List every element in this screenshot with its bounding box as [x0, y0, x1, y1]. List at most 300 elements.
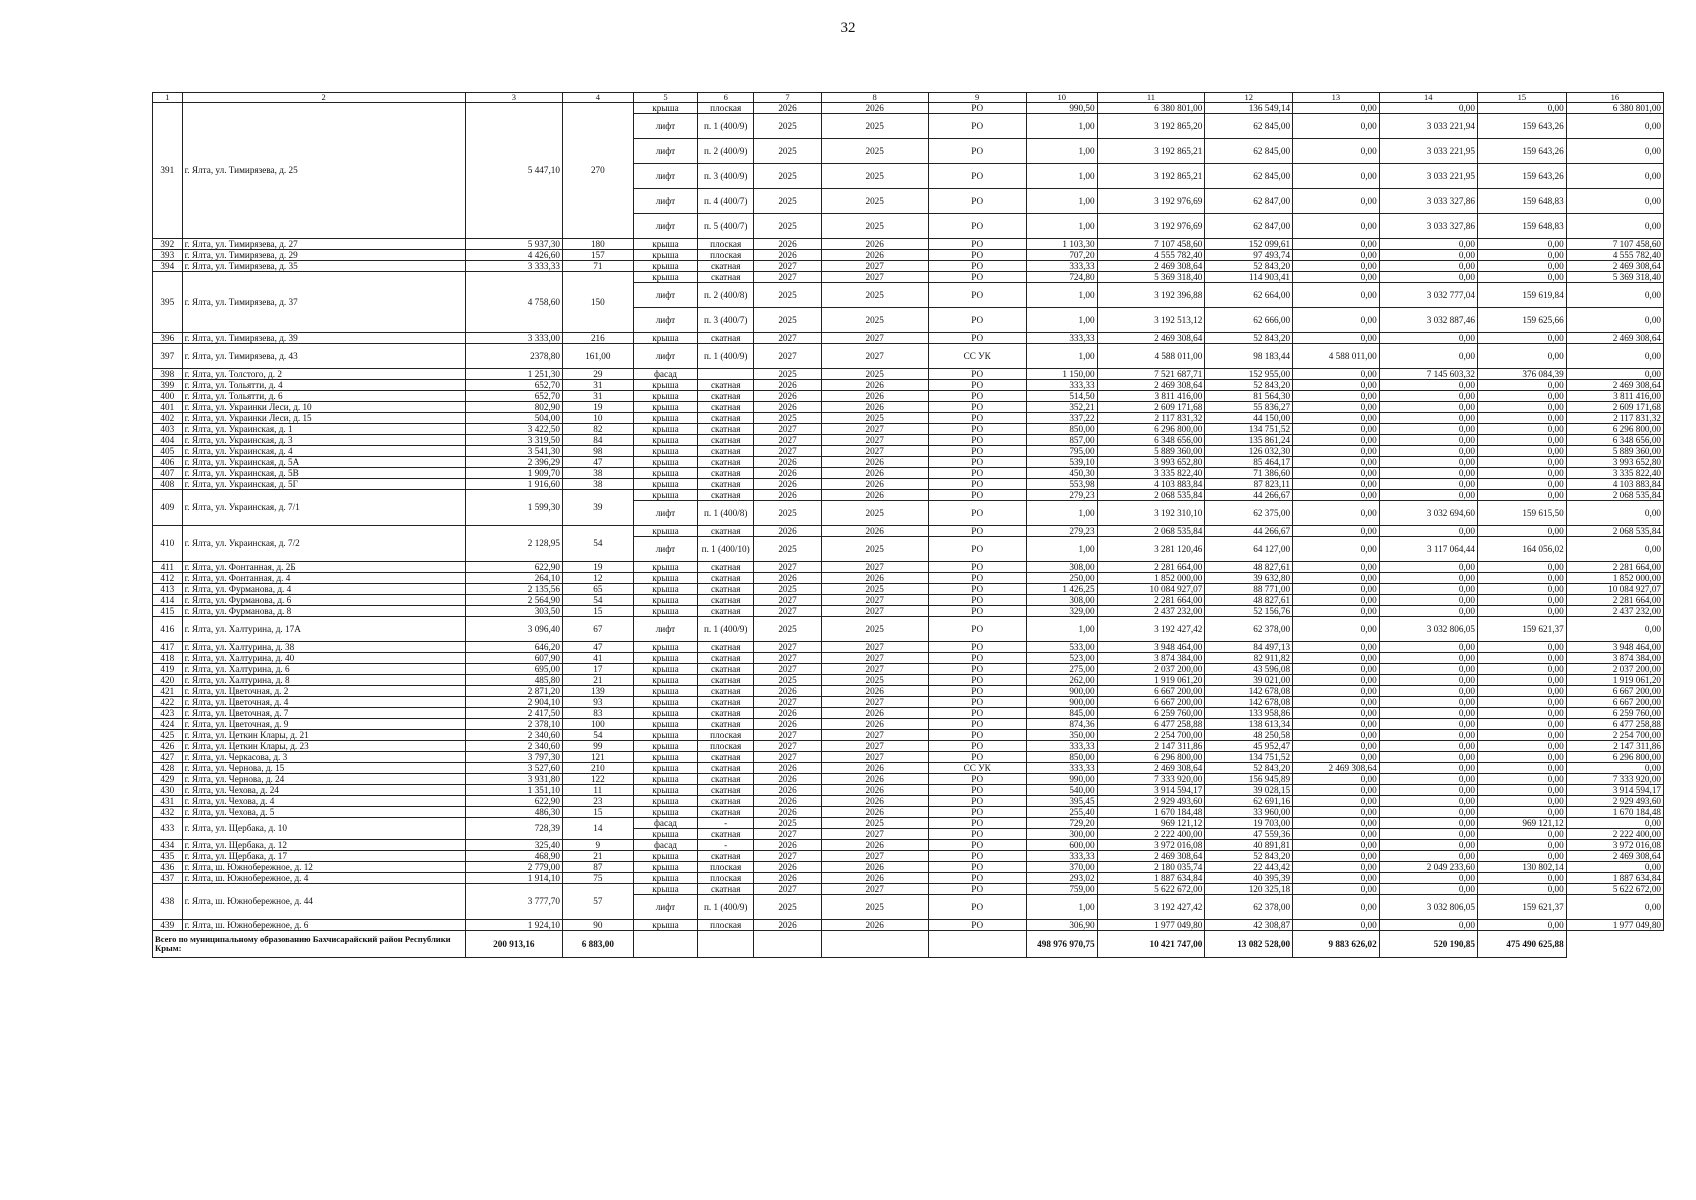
residents-count: 157	[562, 250, 633, 261]
fund-method: РО	[928, 214, 1026, 239]
owner-funds: 0,00	[1293, 501, 1380, 526]
work-volume: 539,10	[1026, 457, 1097, 468]
table-row	[153, 730, 1664, 741]
plan-year-start: 2027	[754, 606, 822, 617]
building-address: г. Ялта, ул. Фонтанная, д. 2Б	[182, 562, 465, 573]
fund-method: РО	[928, 333, 1026, 344]
building-address: г. Ялта, ул. Цветочная, д. 4	[182, 697, 465, 708]
work-detail: скатная	[698, 413, 754, 424]
unit-cost: 52 843,20	[1205, 261, 1293, 272]
regional-funds: 159 643,26	[1477, 114, 1566, 139]
total-row	[153, 931, 1664, 958]
plan-year-end: 2026	[821, 840, 928, 851]
owner-funds: 0,00	[1293, 807, 1380, 818]
total-cost: 3 874 384,00	[1097, 653, 1205, 664]
plan-year-end: 2027	[821, 642, 928, 653]
regional-funds: 969 121,12	[1477, 818, 1566, 829]
total-cost: 3 335 822,40	[1097, 468, 1205, 479]
work-volume: 850,00	[1026, 752, 1097, 763]
federal-funds: 0,00	[1379, 526, 1477, 537]
fund-funds: 2 469 308,64	[1566, 261, 1663, 272]
regional-funds: 0,00	[1477, 785, 1566, 796]
plan-year-start: 2026	[754, 468, 822, 479]
work-volume: 293,02	[1026, 873, 1097, 884]
fund-funds: 6 667 200,00	[1566, 686, 1663, 697]
unit-cost: 87 823,11	[1205, 479, 1293, 490]
residents-count: 47	[562, 457, 633, 468]
plan-year-start: 2027	[754, 435, 822, 446]
fund-method: РО	[928, 719, 1026, 730]
plan-year-start: 2027	[754, 261, 822, 272]
unit-cost: 134 751,52	[1205, 424, 1293, 435]
residents-count: 19	[562, 562, 633, 573]
work-detail: плоская	[698, 730, 754, 741]
building-area: 3 797,30	[465, 752, 562, 763]
plan-year-start: 2026	[754, 719, 822, 730]
plan-year-end: 2026	[821, 807, 928, 818]
unit-cost: 62 845,00	[1205, 114, 1293, 139]
residents-count: 84	[562, 435, 633, 446]
plan-year-start: 2027	[754, 752, 822, 763]
plan-year-end: 2027	[821, 595, 928, 606]
building-area: 325,40	[465, 840, 562, 851]
fund-funds: 4 555 782,40	[1566, 250, 1663, 261]
plan-year-end: 2027	[821, 435, 928, 446]
total-cost: 3 972 016,08	[1097, 840, 1205, 851]
total-cost: 10 084 927,07	[1097, 584, 1205, 595]
fund-method: РО	[928, 457, 1026, 468]
row-number: 404	[153, 435, 183, 446]
work-type: крыша	[633, 642, 697, 653]
federal-funds: 0,00	[1379, 653, 1477, 664]
unit-cost: 42 308,87	[1205, 920, 1293, 931]
fund-method: РО	[928, 741, 1026, 752]
fund-funds: 2 929 493,60	[1566, 796, 1663, 807]
building-address: г. Ялта, ул. Халтурина, д. 38	[182, 642, 465, 653]
plan-year-end: 2027	[821, 741, 928, 752]
total-cost: 6 296 800,00	[1097, 752, 1205, 763]
work-type: лифт	[633, 139, 697, 164]
fund-method: РО	[928, 862, 1026, 873]
fund-funds: 5 889 360,00	[1566, 446, 1663, 457]
fund-method: РО	[928, 796, 1026, 807]
fund-funds: 0,00	[1566, 862, 1663, 873]
plan-year-start: 2026	[754, 796, 822, 807]
table-row	[153, 468, 1664, 479]
plan-year-start: 2025	[754, 501, 822, 526]
unit-cost: 136 549,14	[1205, 103, 1293, 114]
owner-funds: 0,00	[1293, 139, 1380, 164]
regional-funds: 0,00	[1477, 873, 1566, 884]
residents-count: 38	[562, 468, 633, 479]
fund-method: РО	[928, 413, 1026, 424]
row-number: 405	[153, 446, 183, 457]
fund-method: РО	[928, 664, 1026, 675]
residents-count: 122	[562, 774, 633, 785]
residents-count: 21	[562, 675, 633, 686]
federal-funds: 0,00	[1379, 606, 1477, 617]
fund-funds: 0,00	[1566, 369, 1663, 380]
owner-funds: 0,00	[1293, 595, 1380, 606]
work-type: лифт	[633, 189, 697, 214]
building-address: г. Ялта, ул. Щербака, д. 12	[182, 840, 465, 851]
building-address: г. Ялта, ул. Украинки Леси, д. 15	[182, 413, 465, 424]
work-volume: 900,00	[1026, 686, 1097, 697]
owner-funds: 0,00	[1293, 895, 1380, 920]
work-detail: скатная	[698, 490, 754, 501]
owner-funds: 0,00	[1293, 526, 1380, 537]
building-area: 2 417,50	[465, 708, 562, 719]
fund-method: РО	[928, 686, 1026, 697]
residents-count: 15	[562, 807, 633, 818]
federal-funds: 0,00	[1379, 333, 1477, 344]
plan-year-start: 2026	[754, 920, 822, 931]
plan-year-start: 2025	[754, 283, 822, 308]
work-type: крыша	[633, 402, 697, 413]
plan-year-start: 2025	[754, 675, 822, 686]
building-area: 3 319,50	[465, 435, 562, 446]
building-address: г. Ялта, ул. Украинская, д. 7/2	[182, 526, 465, 562]
plan-year-end: 2026	[821, 774, 928, 785]
regional-funds: 159 643,26	[1477, 139, 1566, 164]
building-area: 3 333,33	[465, 261, 562, 272]
regional-funds: 0,00	[1477, 719, 1566, 730]
owner-funds: 0,00	[1293, 413, 1380, 424]
building-area: 1 909,70	[465, 468, 562, 479]
work-type: лифт	[633, 344, 697, 369]
federal-funds: 0,00	[1379, 424, 1477, 435]
federal-funds: 0,00	[1379, 344, 1477, 369]
work-volume: 1,00	[1026, 283, 1097, 308]
work-type: лифт	[633, 501, 697, 526]
fund-method: РО	[928, 730, 1026, 741]
fund-method: РО	[928, 189, 1026, 214]
building-area: 3 096,40	[465, 617, 562, 642]
unit-cost: 44 266,67	[1205, 490, 1293, 501]
building-address: г. Ялта, ул. Цветочная, д. 7	[182, 708, 465, 719]
total-cost: 3 192 310,10	[1097, 501, 1205, 526]
work-volume: 533,00	[1026, 642, 1097, 653]
owner-funds: 0,00	[1293, 103, 1380, 114]
residents-count: 67	[562, 617, 633, 642]
work-type: крыша	[633, 261, 697, 272]
plan-year-end: 2025	[821, 895, 928, 920]
work-detail: скатная	[698, 479, 754, 490]
regional-funds: 159 621,37	[1477, 617, 1566, 642]
total-cost: 7 107 458,60	[1097, 239, 1205, 250]
owner-funds: 0,00	[1293, 333, 1380, 344]
federal-funds: 0,00	[1379, 457, 1477, 468]
work-volume: 395,45	[1026, 796, 1097, 807]
owner-funds: 0,00	[1293, 272, 1380, 283]
plan-year-end: 2027	[821, 851, 928, 862]
federal-funds: 3 033 327,86	[1379, 189, 1477, 214]
federal-funds: 0,00	[1379, 920, 1477, 931]
fund-funds: 6 667 200,00	[1566, 697, 1663, 708]
regional-funds: 376 084,39	[1477, 369, 1566, 380]
federal-funds: 0,00	[1379, 675, 1477, 686]
table-row	[153, 344, 1664, 369]
work-type: лифт	[633, 537, 697, 562]
unit-cost: 134 751,52	[1205, 752, 1293, 763]
fund-funds: 2 281 664,00	[1566, 562, 1663, 573]
row-number: 435	[153, 851, 183, 862]
row-number: 419	[153, 664, 183, 675]
plan-year-start: 2026	[754, 873, 822, 884]
unit-cost: 62 845,00	[1205, 164, 1293, 189]
federal-funds: 0,00	[1379, 818, 1477, 829]
regional-funds: 0,00	[1477, 697, 1566, 708]
building-area: 607,90	[465, 653, 562, 664]
fund-method: РО	[928, 920, 1026, 931]
work-detail: скатная	[698, 606, 754, 617]
plan-year-end: 2026	[821, 785, 928, 796]
total-cost: 2 469 308,64	[1097, 380, 1205, 391]
row-number: 431	[153, 796, 183, 807]
building-address: г. Ялта, ул. Щербака, д. 17	[182, 851, 465, 862]
table-row	[153, 391, 1664, 402]
total-cost: 2 180 035,74	[1097, 862, 1205, 873]
building-address: г. Ялта, ул. Тольятти, д. 4	[182, 380, 465, 391]
plan-year-end: 2026	[821, 873, 928, 884]
table-row	[153, 763, 1664, 774]
owner-funds: 0,00	[1293, 537, 1380, 562]
plan-year-end: 2025	[821, 139, 928, 164]
residents-count: 180	[562, 239, 633, 250]
row-number: 399	[153, 380, 183, 391]
residents-count: 90	[562, 920, 633, 931]
work-type: крыша	[633, 862, 697, 873]
work-type: крыша	[633, 413, 697, 424]
row-number: 436	[153, 862, 183, 873]
work-type: крыша	[633, 526, 697, 537]
unit-cost: 156 945,89	[1205, 774, 1293, 785]
building-area: 1 251,30	[465, 369, 562, 380]
column-number-header: 15	[1477, 93, 1566, 103]
column-numbers-row	[153, 93, 1664, 103]
table-row	[153, 595, 1664, 606]
building-area: 2378,80	[465, 344, 562, 369]
residents-count: 19	[562, 402, 633, 413]
building-area: 2 564,90	[465, 595, 562, 606]
unit-cost: 44 266,67	[1205, 526, 1293, 537]
owner-funds: 0,00	[1293, 308, 1380, 333]
work-type: крыша	[633, 606, 697, 617]
total-empty-cell	[821, 931, 928, 958]
owner-funds: 0,00	[1293, 664, 1380, 675]
fund-funds: 2 222 400,00	[1566, 829, 1663, 840]
unit-cost: 52 843,20	[1205, 763, 1293, 774]
work-volume: 333,33	[1026, 851, 1097, 862]
building-area: 622,90	[465, 562, 562, 573]
federal-funds: 0,00	[1379, 479, 1477, 490]
table-row	[153, 103, 1664, 114]
owner-funds: 0,00	[1293, 283, 1380, 308]
regional-funds: 0,00	[1477, 664, 1566, 675]
work-type: крыша	[633, 686, 697, 697]
table-row	[153, 617, 1664, 642]
regional-funds: 0,00	[1477, 686, 1566, 697]
building-address: г. Ялта, ул. Толстого, д. 2	[182, 369, 465, 380]
work-type: крыша	[633, 873, 697, 884]
total-owner-funds: 13 082 528,00	[1205, 931, 1293, 958]
federal-funds: 0,00	[1379, 807, 1477, 818]
building-address: г. Ялта, ул. Чехова, д. 24	[182, 785, 465, 796]
total-cost: 2 929 493,60	[1097, 796, 1205, 807]
work-type: крыша	[633, 708, 697, 719]
table-row	[153, 369, 1664, 380]
regional-funds: 159 648,83	[1477, 214, 1566, 239]
regional-funds: 0,00	[1477, 333, 1566, 344]
plan-year-end: 2026	[821, 526, 928, 537]
federal-funds: 0,00	[1379, 752, 1477, 763]
row-number: 416	[153, 617, 183, 642]
total-cost: 1 919 061,20	[1097, 675, 1205, 686]
total-cost: 6 667 200,00	[1097, 686, 1205, 697]
plan-year-start: 2027	[754, 446, 822, 457]
federal-funds: 0,00	[1379, 468, 1477, 479]
building-area: 1 916,60	[465, 479, 562, 490]
building-area: 652,70	[465, 391, 562, 402]
row-number: 391	[153, 103, 183, 239]
building-address: г. Ялта, ш. Южнобережное, д. 12	[182, 862, 465, 873]
work-detail: скатная	[698, 719, 754, 730]
unit-cost: 71 386,60	[1205, 468, 1293, 479]
row-number: 417	[153, 642, 183, 653]
unit-cost: 52 843,20	[1205, 333, 1293, 344]
building-area: 3 333,00	[465, 333, 562, 344]
building-area: 2 340,60	[465, 730, 562, 741]
unit-cost: 48 827,61	[1205, 562, 1293, 573]
total-cost: 6 477 258,88	[1097, 719, 1205, 730]
row-number: 425	[153, 730, 183, 741]
regional-funds: 159 625,66	[1477, 308, 1566, 333]
work-detail: скатная	[698, 435, 754, 446]
fund-method: РО	[928, 675, 1026, 686]
table-row	[153, 446, 1664, 457]
fund-funds: 0,00	[1566, 344, 1663, 369]
plan-year-start: 2026	[754, 785, 822, 796]
work-type: крыша	[633, 272, 697, 283]
residents-count: 38	[562, 479, 633, 490]
fund-method: РО	[928, 468, 1026, 479]
work-type: крыша	[633, 584, 697, 595]
federal-funds: 0,00	[1379, 573, 1477, 584]
total-cost: 969 121,12	[1097, 818, 1205, 829]
fund-funds: 2 068 535,84	[1566, 526, 1663, 537]
work-detail: -	[698, 840, 754, 851]
residents-count: 57	[562, 884, 633, 920]
building-address: г. Ялта, ул. Тимирязева, д. 35	[182, 261, 465, 272]
row-number: 432	[153, 807, 183, 818]
row-number: 410	[153, 526, 183, 562]
unit-cost: 52 843,20	[1205, 851, 1293, 862]
table-row	[153, 642, 1664, 653]
residents-count: 11	[562, 785, 633, 796]
unit-cost: 39 632,80	[1205, 573, 1293, 584]
fund-method: РО	[928, 479, 1026, 490]
building-area: 1 914,10	[465, 873, 562, 884]
work-type: лифт	[633, 617, 697, 642]
work-volume: 795,00	[1026, 446, 1097, 457]
plan-year-end: 2027	[821, 261, 928, 272]
total-cost: 4 588 011,00	[1097, 344, 1205, 369]
fund-method: РО	[928, 697, 1026, 708]
total-cost: 5 369 318,40	[1097, 272, 1205, 283]
work-detail: плоская	[698, 920, 754, 931]
residents-count: 10	[562, 413, 633, 424]
fund-method: РО	[928, 818, 1026, 829]
work-type: крыша	[633, 653, 697, 664]
column-number-header: 6	[698, 93, 754, 103]
plan-year-end: 2025	[821, 537, 928, 562]
regional-funds: 0,00	[1477, 763, 1566, 774]
work-volume: 900,00	[1026, 697, 1097, 708]
fund-method: РО	[928, 380, 1026, 391]
table-row	[153, 261, 1664, 272]
plan-year-end: 2027	[821, 562, 928, 573]
federal-funds: 0,00	[1379, 829, 1477, 840]
table-row	[153, 774, 1664, 785]
work-volume: 279,23	[1026, 490, 1097, 501]
plan-year-start: 2027	[754, 653, 822, 664]
column-number-header: 7	[754, 93, 822, 103]
work-type: фасад	[633, 369, 697, 380]
work-type: крыша	[633, 741, 697, 752]
plan-year-start: 2027	[754, 664, 822, 675]
owner-funds: 0,00	[1293, 884, 1380, 895]
total-cost: 3 811 416,00	[1097, 391, 1205, 402]
federal-funds: 0,00	[1379, 103, 1477, 114]
row-number: 439	[153, 920, 183, 931]
fund-funds: 6 380 801,00	[1566, 103, 1663, 114]
regional-funds: 0,00	[1477, 479, 1566, 490]
plan-year-start: 2026	[754, 774, 822, 785]
building-address: г. Ялта, ул. Тимирязева, д. 29	[182, 250, 465, 261]
federal-funds: 0,00	[1379, 796, 1477, 807]
building-address: г. Ялта, ул. Чехова, д. 4	[182, 796, 465, 807]
table-row	[153, 250, 1664, 261]
owner-funds: 0,00	[1293, 573, 1380, 584]
work-volume: 857,00	[1026, 435, 1097, 446]
owner-funds: 0,00	[1293, 730, 1380, 741]
row-number: 426	[153, 741, 183, 752]
fund-method: РО	[928, 807, 1026, 818]
regional-funds: 0,00	[1477, 413, 1566, 424]
owner-funds: 0,00	[1293, 189, 1380, 214]
total-residents: 6 883,00	[562, 931, 633, 958]
federal-funds: 0,00	[1379, 446, 1477, 457]
work-volume: 450,30	[1026, 468, 1097, 479]
total-cost: 3 192 976,69	[1097, 214, 1205, 239]
plan-year-start: 2027	[754, 595, 822, 606]
total-cost: 1 852 000,00	[1097, 573, 1205, 584]
federal-funds: 0,00	[1379, 884, 1477, 895]
federal-funds: 3 032 806,05	[1379, 617, 1477, 642]
total-cost: 5 622 672,00	[1097, 884, 1205, 895]
plan-year-end: 2026	[821, 920, 928, 931]
work-volume: 370,00	[1026, 862, 1097, 873]
fund-funds: 2 437 232,00	[1566, 606, 1663, 617]
table-row	[153, 752, 1664, 763]
work-detail: -	[698, 818, 754, 829]
work-detail: плоская	[698, 250, 754, 261]
fund-funds: 2 037 200,00	[1566, 664, 1663, 675]
fund-method: РО	[928, 239, 1026, 250]
work-type: крыша	[633, 774, 697, 785]
federal-funds: 0,00	[1379, 402, 1477, 413]
work-detail: скатная	[698, 526, 754, 537]
